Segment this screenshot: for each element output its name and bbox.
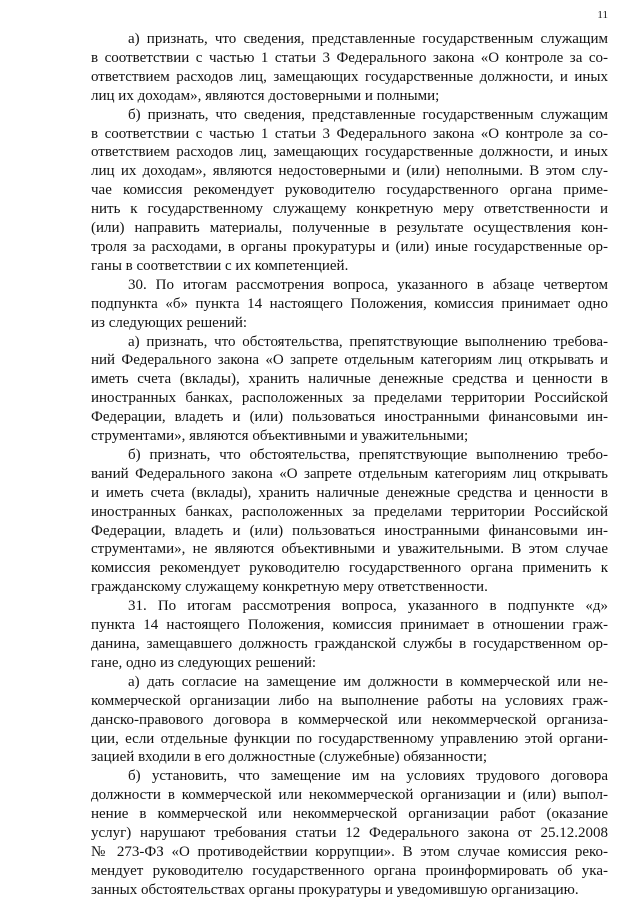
text-line: пункта 14 настоящего Положения, комиссия принимает в отношении граж- [91,617,608,634]
text-line: из следующих решений: [91,314,248,331]
text-line: струментами», не являются объективными и уважительными. В этом случае [91,541,608,558]
text-line: Федерации, владеть и (или) пользоваться иностранными финансовыми ин- [91,409,608,426]
text-line: лиц их доходам», являются недостоверными и (или) неполными. В этом слу- [91,163,608,180]
text-line: № 273-ФЗ «О противодействии коррупции». В этом случае комиссия реко- [91,843,608,860]
text-line: должности в коммерческой или некоммерческой организации и (или) выпол- [91,787,608,804]
text-line: а) дать согласие на замещение им должности в коммерческой или не- [128,673,608,690]
text-line: данина, замещавшего должность гражданской службы в государственном ор- [91,636,608,652]
text-line: данско-правового договора в коммерческой или некоммерческой организа- [91,711,608,728]
text-line: ний Федерального закона «О запрете отдельным категориям лиц открывать и [91,352,608,369]
text-line: Федерации, владеть и (или) пользоваться иностранными финансовыми ин- [91,522,608,539]
text-line: услуг) нарушают требования статьи 12 Федерального закона от 25.12.2008 [91,825,608,842]
text-line: лиц их доходам», являются достоверными и полными; [91,87,440,104]
text-line: (или) направить материалы, полученные в результате осуществления кон- [91,220,608,237]
text-line: иностранных банках, расположенных за пределами территории Российской [91,503,608,520]
text-line: гане, одно из следующих решений: [91,654,317,671]
text-line: б) признать, что обстоятельства, препятствующие выполнению требо- [128,446,608,463]
text-line: мендует руководителю государственного органа проинформировать об ука- [91,862,608,879]
text-line: 31. По итогам рассмотрения вопроса, указанного в подпункте «д» [128,598,608,615]
text-line: занных обстоятельствах органы прокуратуры и уведомившую организацию. [91,881,579,898]
page-number: 11 [597,9,608,21]
text-line: струментами», являются объективными и уважительными; [91,428,469,445]
text-line: ваний Федерального закона «О запрете отдельным категориям лиц открывать [91,465,608,482]
text-line: нить к государственному служащему конкретную меру ответственности и [91,201,608,218]
text-line: б) установить, что замещение им на условиях трудового договора [128,768,608,785]
text-line: коммерческой организации либо на выполнение работы на условиях граж- [91,692,608,709]
text-line: гражданскому служащему конкретную меру ответственности. [91,579,488,596]
text-line: ции, если отдельные функции по государственному управлению этой органи- [91,730,608,747]
text-line: чае комиссия рекомендует руководителю государственного органа приме- [91,182,608,199]
text-line: а) признать, что сведения, представленные государственным служащим [128,31,608,47]
text-line: б) признать, что сведения, представленные государственным служащим [128,106,608,123]
text-line: нение в коммерческой или некоммерческой организации работ (оказание [91,806,608,823]
text-line: в соответствии с частью 1 статьи 3 Федерального закона «О контроле за со- [91,125,608,142]
text-line: иметь счета (вклады), хранить наличные денежные средства и ценности в [91,371,608,388]
text-line: подпункта «б» пункта 14 настоящего Положения, комиссия принимает одно [91,295,608,312]
text-line: и иметь счета (вклады), хранить наличные денежные средства и ценности в [91,484,608,501]
text-line: иностранных банках, расположенных за пределами территории Российской [91,390,608,407]
text-line: троля за расходами, в органы прокуратуры и (или) иные государственные ор- [91,238,608,255]
text-line: а) признать, что обстоятельства, препятствующие выполнению требова- [128,333,608,350]
document-body [91,30,608,900]
text-line: ответствием расходов лиц, замещающих государственные должности, и иных [91,68,608,85]
text-line: 30. По итогам рассмотрения вопроса, указанного в абзаце четвертом [128,276,608,293]
text-line: ответствием расходов лиц, замещающих государственные должности, и иных [91,144,608,161]
text-line: ганы в соответствии с их компетенцией. [91,257,349,274]
text-line: зацией входили в его должностные (служебные) обязанности; [91,749,487,766]
text-line: комиссия рекомендует руководителю государственного органа применить к [91,560,608,577]
text-line: в соответствии с частью 1 статьи 3 Федерального закона «О контроле за со- [91,49,608,66]
